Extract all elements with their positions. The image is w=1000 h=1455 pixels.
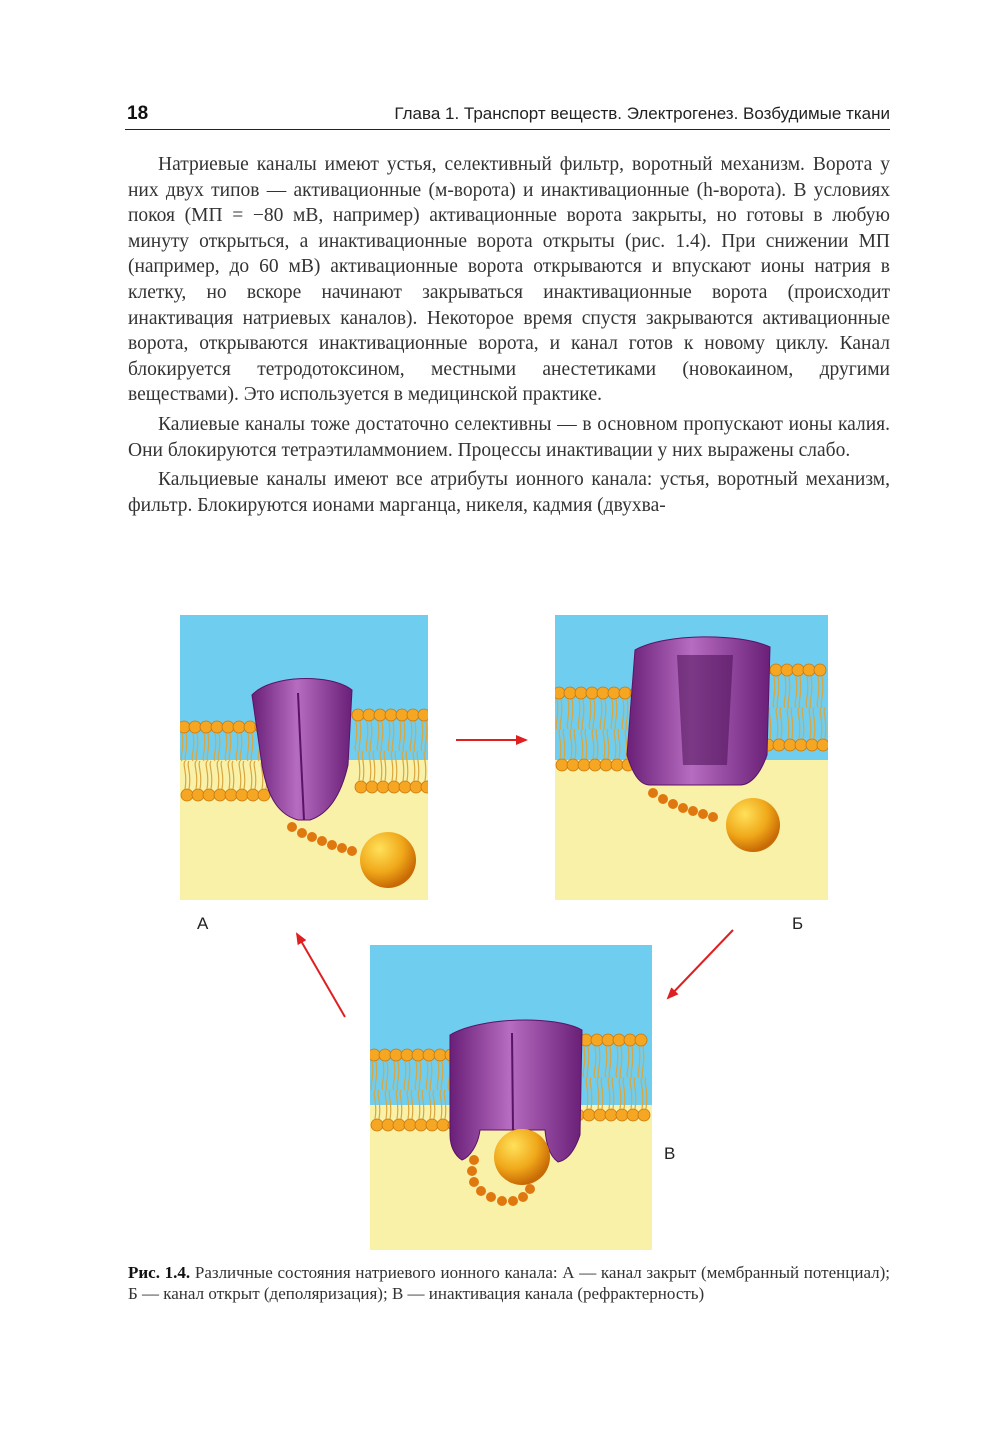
- panel-b-label: Б: [792, 914, 804, 933]
- body-text: [128, 152, 890, 522]
- paragraph-calcium-channels: Кальциевые каналы имеют все атрибуты ионного канала: устья, воротный механизм, фильтр. Блокируются ионами марганца, никеля, кадмия (двухва-: [128, 469, 890, 516]
- panel-c-label: В: [664, 1144, 676, 1163]
- caption-text: Различные состояния натриевого ионного канала: А — канал закрыт (мембранный потенциал); Б — канал открыт (деполяризация); В — инактивация канала (рефрактерность): [128, 1263, 891, 1303]
- running-head: Глава 1. Транспорт веществ. Электрогенез. Возбудимые ткани: [394, 104, 890, 123]
- page-number: 18: [127, 103, 149, 124]
- paragraph-potassium-channels: Калиевые каналы тоже достаточно селективны — в основном пропускают ионы калия. Они блокируются тетраэтиламмонием. Процессы инактивации у них выражены слабо.: [128, 413, 890, 461]
- arrow-b-to-c: [668, 930, 733, 998]
- panel-a-label: А: [197, 914, 209, 933]
- caption-figure-ref: Рис. 1.4.: [128, 1263, 191, 1282]
- page-header: [125, 103, 890, 130]
- paragraph-sodium-channels: Натриевые каналы имеют устья, селективный фильтр, воротный механизм. Ворота у них двух типов — активационные (м-ворота) и инактивационные (h-ворота). В условиях покоя (МП = −80 мВ, например) активационные ворота закрыты, но готовы в любую минуту открыться, а инактивационные ворота открыты (рис. 1.4). При снижении МП (например, до 60 мВ) активационные ворота открываются и впускают ионы натрия в клетку, но вскоре начинают закрываться инактивационные ворота (происходит инактивация натриевых каналов). Некоторое время спустя закрываются активационные ворота, открываются инактивационные ворота, и канал готов к новому циклу. Канал блокируется тетродотоксином, местными анестетиками (новокаином, другими веществами). Это используется в медицинской практике.: [128, 154, 890, 406]
- figure-1-4: [0, 600, 1000, 1260]
- transition-arrows: [0, 600, 1000, 1260]
- figure-caption: [128, 1262, 890, 1304]
- arrow-c-to-a: [297, 934, 345, 1017]
